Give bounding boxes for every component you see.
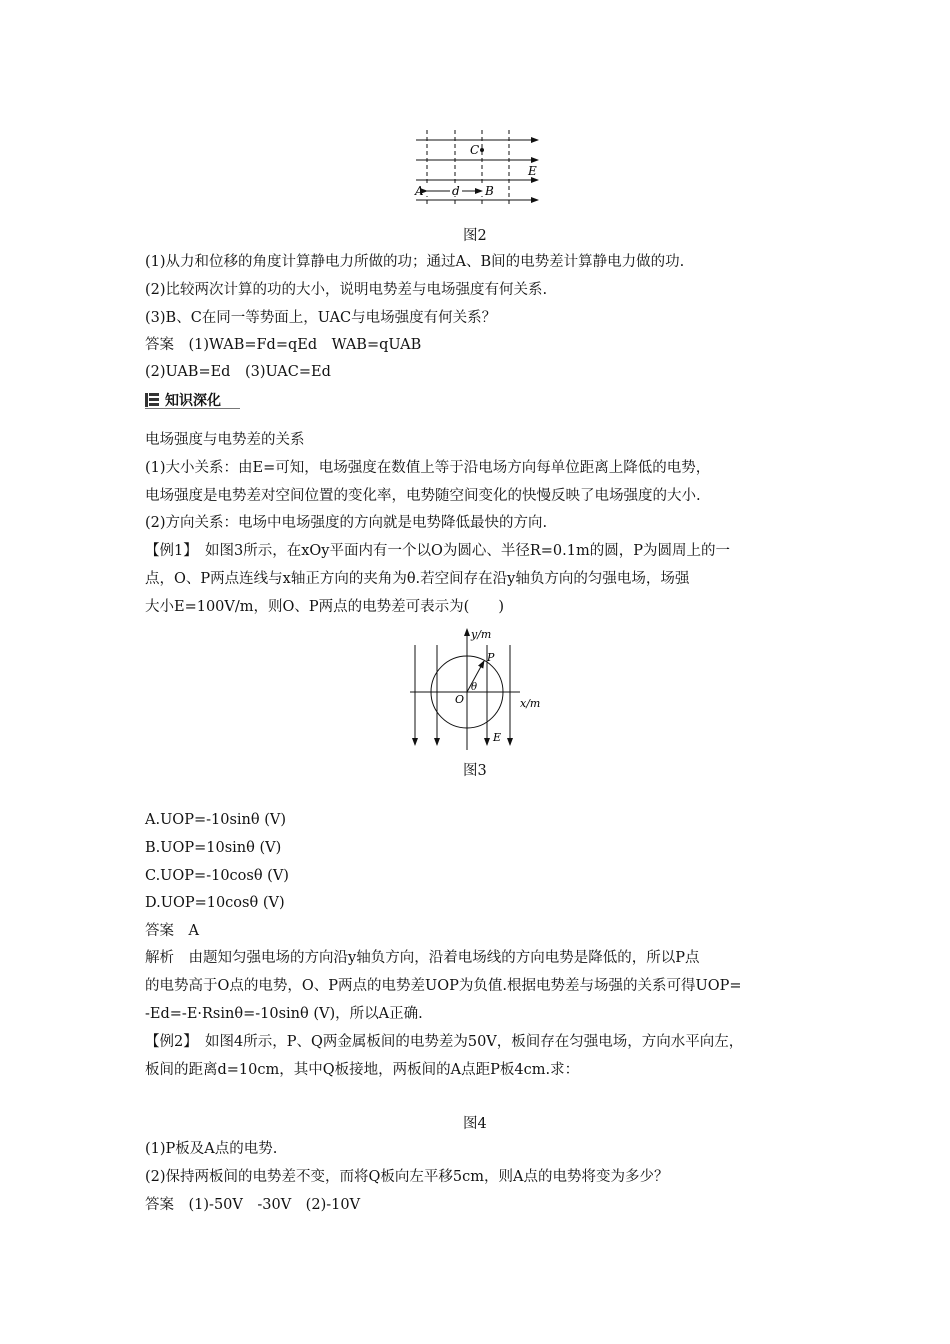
label-y: y/m	[471, 628, 492, 641]
section-underline	[145, 408, 240, 409]
question-3: (3)B、C在同一等势面上，UAC与电场强度有何关系？	[145, 310, 497, 326]
answer-1: 答案 A	[145, 923, 199, 939]
label-E: E	[528, 164, 537, 178]
question-4-2: (2)保持两板间的电势差不变，而将Q板向左平移5cm，则A点的电势将变为多少？	[145, 1169, 669, 1185]
knowledge-line: (1)大小关系：由E=可知，电场强度在数值上等于沿电场方向每单位距离上降低的电势，	[145, 460, 711, 476]
section-title: 知识深化	[165, 393, 221, 409]
analysis-line: -Ed=-E·Rsinθ=-10sinθ (V)，所以A正确.	[145, 1006, 423, 1022]
label-P: P	[487, 651, 495, 664]
label-E: E	[493, 731, 502, 744]
answer-line-2: (2)UAB=Ed (3)UAC=Ed	[145, 364, 331, 380]
label-theta: θ	[471, 682, 478, 693]
option-c: C.UOP=-10cosθ (V)	[145, 868, 289, 884]
figure-3	[405, 623, 550, 753]
section-icon	[145, 393, 159, 407]
knowledge-title: 电场强度与电势差的关系	[145, 432, 305, 448]
option-b: B.UOP=10sinθ (V)	[145, 840, 282, 856]
example-2-line: 【例2】 如图4所示，P、Q两金属板间的电势差为50V，板间存在匀强电场，方向水平向左，	[145, 1034, 744, 1050]
label-C: C	[470, 143, 480, 157]
answer-line-1: 答案 (1)WAB=Fd=qEd WAB=qUAB	[145, 337, 422, 353]
question-4-1: (1)P板及A点的电势.	[145, 1141, 278, 1157]
knowledge-line: 电场强度是电势差对空间位置的变化率，电势随空间变化的快慢反映了电场强度的大小.	[145, 488, 701, 504]
analysis-line: 的电势高于O点的电势，O、P两点的电势差UOP为负值.根据电势差与场强的关系可得UOP=	[145, 978, 742, 994]
question-1: (1)从力和位移的角度计算静电力所做的功；通过A、B间的电势差计算静电力做的功.	[145, 254, 685, 270]
label-x: x/m	[520, 697, 541, 710]
example-1-line: 大小E=100V/m，则O、P两点的电势差可表示为( )	[145, 599, 504, 615]
figure-3-caption: 图3	[463, 763, 487, 779]
example-2-line: 板间的距离d=10cm，其中Q板接地，两板间的A点距P板4cm.求：	[145, 1062, 580, 1078]
label-d: d	[452, 184, 460, 198]
label-O: O	[455, 693, 465, 706]
point-C	[480, 148, 484, 152]
option-a: A.UOP=-10sinθ (V)	[145, 812, 286, 828]
figure-2	[410, 128, 545, 208]
knowledge-line: (2)方向关系：电场中电场强度的方向就是电势降低最快的方向.	[145, 515, 548, 531]
section-header	[145, 390, 221, 410]
figure-4-caption: 图4	[463, 1116, 487, 1132]
label-A: A	[415, 184, 424, 198]
label-B: B	[485, 184, 494, 198]
figure-2-caption: 图2	[463, 228, 487, 244]
example-1-line: 【例1】 如图3所示，在xOy平面内有一个以O为圆心、半径R=0.1m的圆，P为圆周上的一	[145, 543, 730, 559]
answer-2: 答案 (1)-50V -30V (2)-10V	[145, 1197, 361, 1213]
question-2: (2)比较两次计算的功的大小，说明电势差与电场强度有何关系.	[145, 282, 548, 298]
analysis-line: 解析 由题知匀强电场的方向沿y轴负方向，沿着电场线的方向电势是降低的，所以P点	[145, 950, 700, 966]
example-1-line: 点，O、P两点连线与x轴正方向的夹角为θ.若空间存在沿y轴负方向的匀强电场，场强	[145, 571, 690, 587]
option-d: D.UOP=10cosθ (V)	[145, 895, 285, 911]
